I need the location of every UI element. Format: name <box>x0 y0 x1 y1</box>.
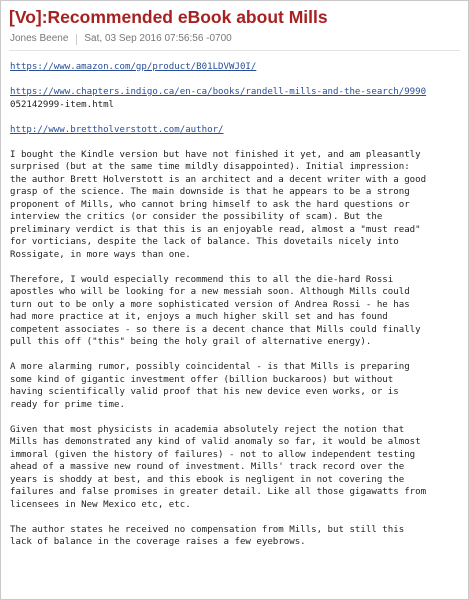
text-line: the author Brett Holverstott is an architect and a decent writer with a good <box>10 174 427 185</box>
paragraph-4 <box>10 424 460 512</box>
text-line: preliminary verdict is that this is an enjoyable read, almost a "must read" <box>10 224 421 235</box>
paragraph-2 <box>10 274 460 349</box>
text-line: Mills has demonstrated any kind of valid anomaly so far, it would be almost <box>10 437 421 447</box>
text-line: ready for prime time. <box>10 399 125 410</box>
text-line: interview the critics (or consider the possibility of scam). But the <box>10 212 383 222</box>
meta-divider <box>76 34 77 45</box>
text-line: failures and false promises in greater detail. Like all those gigawatts from <box>10 487 427 497</box>
spacer <box>10 511 460 524</box>
text-line: had more practice at it, enjoys a much higher skill set and has found <box>10 312 388 322</box>
text-line: A more alarming rumor, possibly coincidental - is that Mills is preparing <box>10 362 410 372</box>
amazon-link[interactable]: https://www.amazon.com/gp/product/B01LDVWJ0I/ <box>10 62 257 72</box>
text-line: years is shoddy at best, and this ebook is negligent in not covering the <box>10 474 405 485</box>
text-line: proponent of Mills, who cannot bring himself to ask the hard questions or <box>10 199 410 210</box>
text-line: immoral (given the history of failures) - not to allow independent testing <box>10 449 416 460</box>
post-author[interactable]: Jones Beene <box>10 33 69 44</box>
spacer <box>10 349 460 362</box>
text-line: licensees in New Mexico etc, etc. <box>10 499 191 510</box>
post-title: [Vo]:Recommended eBook about Mills <box>9 7 328 27</box>
text-line: ahead of a massive new round of investment. Mills' track record over the <box>10 462 405 472</box>
text-line: lack of balance in the coverage raises a few eyebrows. <box>10 537 306 547</box>
paragraph-1 <box>10 149 460 262</box>
spacer <box>10 411 460 424</box>
text-line: having scientifically valid proof that his new device even works, or is <box>10 387 399 397</box>
indigo-link-continuation: 052142999-item.html <box>10 99 115 110</box>
text-line: grasp of the science. The main downside is that he appears to be a strong <box>10 187 410 197</box>
text-line: competent associates - so there is a decent chance that Mills could finally <box>10 324 421 335</box>
post-body <box>1 51 468 549</box>
text-line: surprised (but at the same time mildly disappointed). Initial impression: <box>10 162 410 172</box>
author-site-link[interactable]: http://www.brettholverstott.com/author/ <box>10 124 224 135</box>
text-line: turn out to be only a more sophisticated version of Andrea Rossi - he has <box>10 299 410 310</box>
text-line: apostles who will be looking for a new messiah soon. Although Mills could <box>10 287 410 297</box>
text-line: for vorticians, despite the lack of balance. This dovetails nicely into <box>10 237 399 247</box>
spacer <box>10 74 460 87</box>
spacer <box>10 261 460 274</box>
spacer <box>10 111 460 124</box>
text-line: Rossigate, in more ways than one. <box>10 249 191 260</box>
post-meta <box>1 27 468 50</box>
text-line: The author states he received no compensation from Mills, but still this <box>10 524 405 535</box>
text-line: I bought the Kindle version but have not finished it yet, and am pleasantly <box>10 149 421 160</box>
text-line: pull this off ("this" being the holy grail of alternative energy). <box>10 337 372 347</box>
text-line: some kind of gigantic investment offer (billion buckaroos) but without <box>10 374 394 385</box>
indigo-link[interactable]: https://www.chapters.indigo.ca/en-ca/books/randell-mills-and-the-search/9990 <box>10 87 427 97</box>
paragraph-3 <box>10 361 460 411</box>
spacer <box>10 136 460 149</box>
paragraph-5 <box>10 524 460 549</box>
text-line: Given that most physicists in academia absolutely reject the notion that <box>10 424 405 435</box>
post-date: Sat, 03 Sep 2016 07:56:56 -0700 <box>84 33 232 44</box>
text-line: Therefore, I would especially recommend this to all the die-hard Rossi <box>10 274 394 285</box>
